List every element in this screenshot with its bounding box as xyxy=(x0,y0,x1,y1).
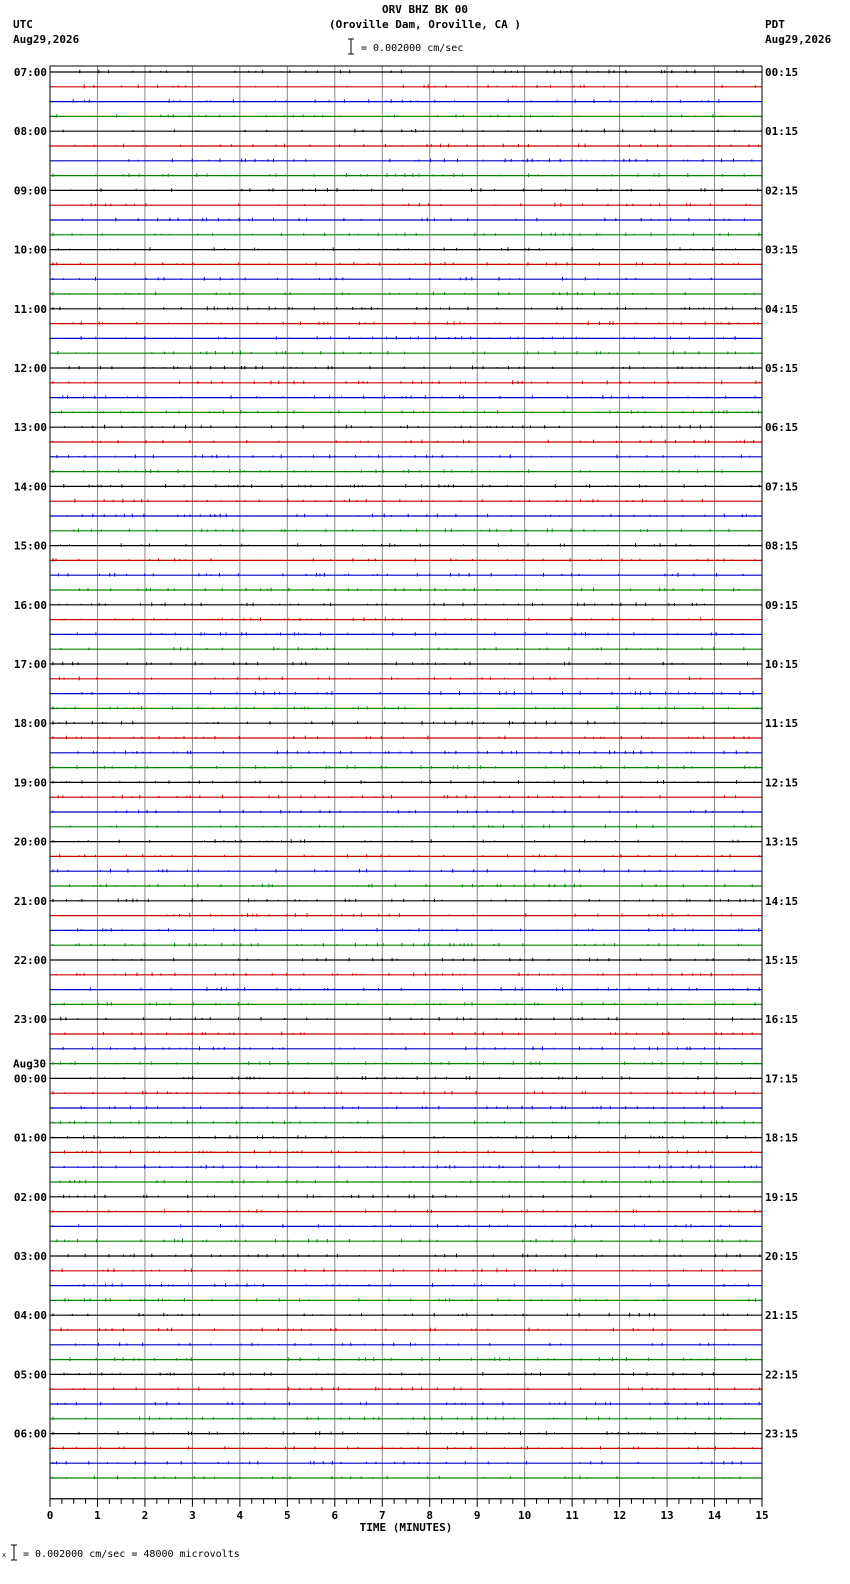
local-hour-label: 11:15 xyxy=(765,717,799,731)
utc-hour-label: 18:00 xyxy=(13,717,47,731)
left-timezone: UTC xyxy=(13,18,33,31)
local-hour-label: 07:15 xyxy=(765,480,799,494)
x-tick-label: 1 xyxy=(94,1508,101,1522)
local-hour-label: 09:15 xyxy=(765,598,799,612)
utc-hour-label: 19:00 xyxy=(13,776,47,790)
scale-text: = 0.002000 cm/sec xyxy=(361,43,464,54)
utc-hour-label: 16:00 xyxy=(13,598,47,612)
x-tick-label: 13 xyxy=(660,1508,674,1522)
x-tick-label: 5 xyxy=(284,1508,291,1522)
local-hour-label: 12:15 xyxy=(765,776,799,790)
local-hour-label: 05:15 xyxy=(765,362,799,375)
x-tick-label: 7 xyxy=(378,1508,386,1522)
utc-hour-label: 13:00 xyxy=(13,421,47,435)
utc-hour-label: 09:00 xyxy=(13,184,47,198)
utc-hour-label: 05:00 xyxy=(13,1368,47,1382)
utc-hour-label: 15:00 xyxy=(13,539,47,553)
local-hour-label: 04:15 xyxy=(765,302,799,316)
left-date: Aug29,2026 xyxy=(13,33,80,46)
local-hour-label: 19:15 xyxy=(765,1190,799,1204)
local-hour-label: 13:15 xyxy=(765,835,799,849)
utc-hour-label: 03:00 xyxy=(13,1250,47,1263)
utc-hour-label: 00:00 xyxy=(13,1072,47,1086)
local-hour-label: 08:15 xyxy=(765,539,799,553)
utc-hour-label: 01:00 xyxy=(13,1131,47,1145)
x-tick-label: 6 xyxy=(331,1508,339,1522)
local-hour-label: 23:15 xyxy=(765,1427,799,1441)
station-location: (Oroville Dam, Oroville, CA ) xyxy=(328,18,522,31)
utc-hour-label: 11:00 xyxy=(13,302,47,316)
local-hour-label: 22:15 xyxy=(765,1368,799,1382)
local-hour-label: 15:15 xyxy=(765,954,799,967)
local-hour-label: 00:15 xyxy=(765,66,799,79)
local-hour-label: 03:15 xyxy=(765,243,799,257)
utc-hour-label: 21:00 xyxy=(13,894,47,908)
date-change-label: Aug30 xyxy=(13,1057,47,1071)
x-tick-label: 2 xyxy=(141,1508,149,1522)
utc-hour-label: 07:00 xyxy=(13,66,47,79)
utc-hour-label: 02:00 xyxy=(13,1190,47,1204)
station-title: ORV BHZ BK 00 xyxy=(381,3,469,16)
local-hour-label: 20:15 xyxy=(765,1250,799,1263)
local-hour-label: 14:15 xyxy=(765,894,799,908)
utc-hour-label: 10:00 xyxy=(13,243,47,257)
utc-hour-label: 20:00 xyxy=(13,835,47,849)
footer-prefix: x xyxy=(2,1551,7,1559)
local-hour-label: 16:15 xyxy=(765,1013,799,1027)
utc-hour-label: 04:00 xyxy=(13,1309,47,1323)
utc-hour-label: 17:00 xyxy=(13,658,47,671)
utc-hour-label: 23:00 xyxy=(13,1013,47,1027)
right-timezone: PDT xyxy=(765,18,785,31)
utc-hour-label: 12:00 xyxy=(13,362,47,375)
x-tick-label: 9 xyxy=(473,1508,481,1522)
local-hour-label: 06:15 xyxy=(765,421,799,435)
x-tick-label: 11 xyxy=(565,1508,579,1522)
local-hour-label: 21:15 xyxy=(765,1309,799,1323)
x-tick-label: 12 xyxy=(612,1508,627,1522)
utc-hour-label: 06:00 xyxy=(13,1427,47,1441)
x-axis-label: TIME (MINUTES) xyxy=(359,1520,453,1534)
local-hour-label: 02:15 xyxy=(765,184,799,198)
x-tick-label: 14 xyxy=(707,1508,722,1522)
right-date: Aug29,2026 xyxy=(765,33,832,46)
x-tick-label: 0 xyxy=(46,1508,54,1522)
local-hour-label: 17:15 xyxy=(765,1072,799,1086)
footer-scale-icon xyxy=(9,1544,19,1562)
utc-hour-label: 14:00 xyxy=(13,480,47,494)
x-tick-label: 8 xyxy=(426,1508,434,1522)
x-tick-label: 3 xyxy=(189,1508,196,1522)
x-tick-label: 10 xyxy=(518,1508,532,1522)
local-hour-label: 01:15 xyxy=(765,125,799,139)
utc-hour-label: 22:00 xyxy=(13,954,47,967)
footer-scale-note: = 0.002000 cm/sec = 48000 microvolts xyxy=(23,1549,240,1560)
x-tick-label: 4 xyxy=(236,1508,244,1522)
x-tick-label: 15 xyxy=(755,1508,769,1522)
local-hour-label: 10:15 xyxy=(765,658,799,671)
utc-hour-label: 08:00 xyxy=(13,125,47,139)
local-hour-label: 18:15 xyxy=(765,1131,799,1145)
